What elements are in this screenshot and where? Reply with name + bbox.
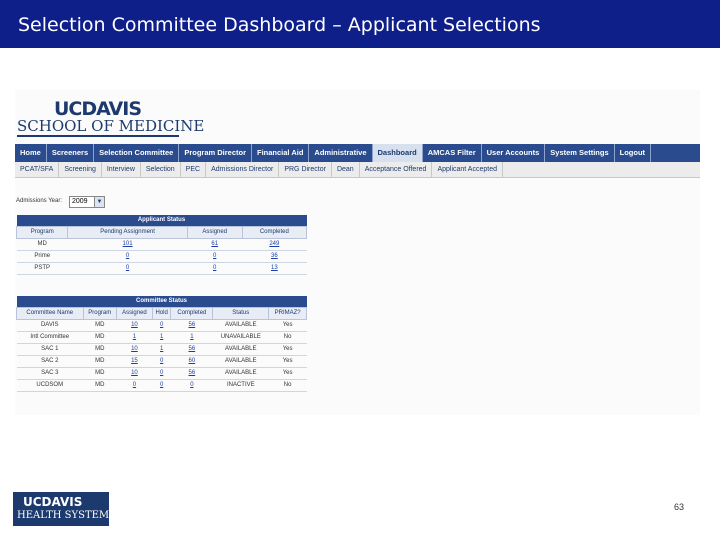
table-title: Committee Status <box>17 296 307 307</box>
cell-link[interactable]: 56 <box>188 346 196 352</box>
table-cell: DAVIS <box>17 319 84 331</box>
nav-item-user-accounts[interactable]: User Accounts <box>482 144 546 162</box>
column-header: Program <box>17 226 68 238</box>
column-header: Status <box>213 307 269 319</box>
table-cell: PSTP <box>17 262 68 274</box>
table-cell <box>242 238 306 250</box>
logo-ucdavis: UCDAVIS <box>54 98 142 120</box>
table-cell <box>152 319 171 331</box>
cell-link[interactable]: 60 <box>188 358 196 364</box>
app-screenshot <box>15 90 700 415</box>
table-cell <box>152 331 171 343</box>
column-header: PRIMAZ? <box>269 307 307 319</box>
footer-logo-health-system: HEALTH SYSTEM <box>17 510 110 521</box>
table-cell: MD <box>83 319 116 331</box>
column-header: Hold <box>152 307 171 319</box>
table-cell: MD <box>83 367 116 379</box>
cell-link[interactable]: 0 <box>159 322 164 328</box>
cell-link[interactable]: 15 <box>131 358 138 364</box>
cell-link[interactable]: 1 <box>159 346 164 352</box>
column-header: Program <box>83 307 116 319</box>
column-header: Pending Assignment <box>68 226 187 238</box>
table-cell <box>152 355 171 367</box>
table-cell: Yes <box>269 343 307 355</box>
table-row <box>17 238 307 250</box>
table-cell: No <box>269 379 307 391</box>
subnav-item-selection[interactable]: Selection <box>141 162 181 177</box>
admissions-year-label: Admissions Year: <box>16 198 63 204</box>
cell-link[interactable]: 0 <box>159 370 164 376</box>
cell-link[interactable]: 56 <box>188 322 196 328</box>
table-title: Applicant Status <box>17 215 307 226</box>
table-cell <box>117 331 153 343</box>
cell-link[interactable]: 0 <box>132 382 137 388</box>
table-cell: SAC 1 <box>17 343 84 355</box>
table-cell <box>242 262 306 274</box>
table-row <box>17 319 307 331</box>
cell-link[interactable]: 10 <box>131 346 138 352</box>
cell-link[interactable]: 249 <box>269 241 280 247</box>
subnav-item-acceptance-offered[interactable]: Acceptance Offered <box>360 162 433 177</box>
table-row <box>17 379 307 391</box>
table-cell <box>187 238 242 250</box>
admissions-year-select[interactable] <box>69 196 105 208</box>
nav-item-logout[interactable]: Logout <box>615 144 651 162</box>
chevron-down-icon[interactable]: ▼ <box>94 197 104 207</box>
table-cell: Yes <box>269 319 307 331</box>
table-cell <box>242 250 306 262</box>
table-cell <box>171 331 213 343</box>
table-cell <box>171 379 213 391</box>
table-cell <box>171 367 213 379</box>
cell-link[interactable]: 101 <box>122 241 133 247</box>
cell-link[interactable]: 1 <box>159 334 164 340</box>
nav-item-financial-aid[interactable]: Financial Aid <box>252 144 309 162</box>
page-number: 63 <box>674 502 685 512</box>
nav-item-system-settings[interactable]: System Settings <box>545 144 614 162</box>
table-cell: Yes <box>269 355 307 367</box>
subnav-item-pec[interactable]: PEC <box>181 162 206 177</box>
table-row <box>17 367 307 379</box>
logo-rule <box>17 135 179 137</box>
slide-title: Selection Committee Dashboard – Applicant Selections <box>18 14 541 36</box>
table-cell <box>152 343 171 355</box>
table-cell: AVAILABLE <box>213 343 269 355</box>
footer-logo-ucdavis: UCDAVIS <box>23 495 83 509</box>
table-cell <box>152 367 171 379</box>
table-cell: SAC 2 <box>17 355 84 367</box>
table-cell: No <box>269 331 307 343</box>
subnav-item-admissions-director[interactable]: Admissions Director <box>206 162 279 177</box>
committee-status-table <box>16 296 307 392</box>
nav-item-screeners[interactable]: Screeners <box>47 144 94 162</box>
nav-item-dashboard[interactable]: Dashboard <box>373 144 423 162</box>
table-cell: UNAVAILABLE <box>213 331 269 343</box>
table-cell <box>117 355 153 367</box>
cell-link[interactable]: 56 <box>188 370 196 376</box>
nav-item-selection-committee[interactable]: Selection Committee <box>94 144 179 162</box>
column-header: Committee Name <box>17 307 84 319</box>
column-header: Completed <box>242 226 306 238</box>
table-cell <box>117 343 153 355</box>
table-cell <box>68 262 187 274</box>
sub-nav <box>15 162 700 178</box>
nav-item-administrative[interactable]: Administrative <box>309 144 372 162</box>
table-row <box>17 262 307 274</box>
cell-link[interactable]: 0 <box>190 382 194 388</box>
table-row <box>17 355 307 367</box>
subnav-item-dean[interactable]: Dean <box>332 162 360 177</box>
nav-item-home[interactable]: Home <box>15 144 47 162</box>
table-row <box>17 331 307 343</box>
slide-header <box>0 0 720 48</box>
table-cell <box>171 343 213 355</box>
table-cell <box>117 367 153 379</box>
table-row <box>17 250 307 262</box>
subnav-item-prg-director[interactable]: PRG Director <box>279 162 332 177</box>
table-cell: AVAILABLE <box>213 319 269 331</box>
cell-link[interactable]: 10 <box>131 370 138 376</box>
nav-item-program-director[interactable]: Program Director <box>179 144 252 162</box>
table-cell: MD <box>17 238 68 250</box>
table-cell: MD <box>83 355 116 367</box>
table-cell: SAC 3 <box>17 367 84 379</box>
table-cell: Yes <box>269 367 307 379</box>
cell-link[interactable]: 0 <box>125 265 130 271</box>
logo-school-of-medicine: SCHOOL OF MEDICINE <box>17 117 205 135</box>
table-cell <box>117 379 153 391</box>
table-cell: MD <box>83 331 116 343</box>
table-cell <box>171 355 213 367</box>
table-cell <box>187 262 242 274</box>
admissions-year-value: 2009 <box>72 198 88 205</box>
subnav-item-interview[interactable]: Interview <box>102 162 141 177</box>
table-cell <box>68 250 187 262</box>
table-cell <box>171 319 213 331</box>
subnav-item-applicant-accepted[interactable]: Applicant Accepted <box>432 162 503 177</box>
table-cell <box>117 319 153 331</box>
table-cell: Intl Committee <box>17 331 84 343</box>
table-cell <box>68 238 187 250</box>
table-cell: AVAILABLE <box>213 355 269 367</box>
cell-link[interactable]: 61 <box>211 241 219 247</box>
cell-link[interactable]: 0 <box>159 382 164 388</box>
cell-link[interactable]: 0 <box>125 253 130 259</box>
subnav-item-screening[interactable]: Screening <box>59 162 102 177</box>
table-cell: MD <box>83 379 116 391</box>
nav-item-amcas-filter[interactable]: AMCAS Filter <box>423 144 482 162</box>
applicant-status-table <box>16 215 307 275</box>
cell-link[interactable]: 1 <box>190 334 194 340</box>
column-header: Assigned <box>187 226 242 238</box>
table-cell <box>152 379 171 391</box>
cell-link[interactable]: 36 <box>271 253 278 259</box>
health-system-logo <box>13 492 109 526</box>
table-cell: MD <box>83 343 116 355</box>
cell-link[interactable]: 0 <box>159 358 164 364</box>
subnav-item-pcat-sfa[interactable]: PCAT/SFA <box>15 162 59 177</box>
cell-link[interactable]: 10 <box>131 322 138 328</box>
table-row <box>17 343 307 355</box>
main-nav <box>15 144 700 162</box>
table-cell: UCDSOM <box>17 379 84 391</box>
table-cell <box>187 250 242 262</box>
table-cell: AVAILABLE <box>213 367 269 379</box>
table-cell: Prime <box>17 250 68 262</box>
cell-link[interactable]: 0 <box>213 253 217 259</box>
cell-link[interactable]: 13 <box>271 265 278 271</box>
column-header: Assigned <box>117 307 153 319</box>
cell-link[interactable]: 1 <box>132 334 137 340</box>
column-header: Completed <box>171 307 213 319</box>
table-cell: INACTIVE <box>213 379 269 391</box>
cell-link[interactable]: 0 <box>213 265 217 271</box>
